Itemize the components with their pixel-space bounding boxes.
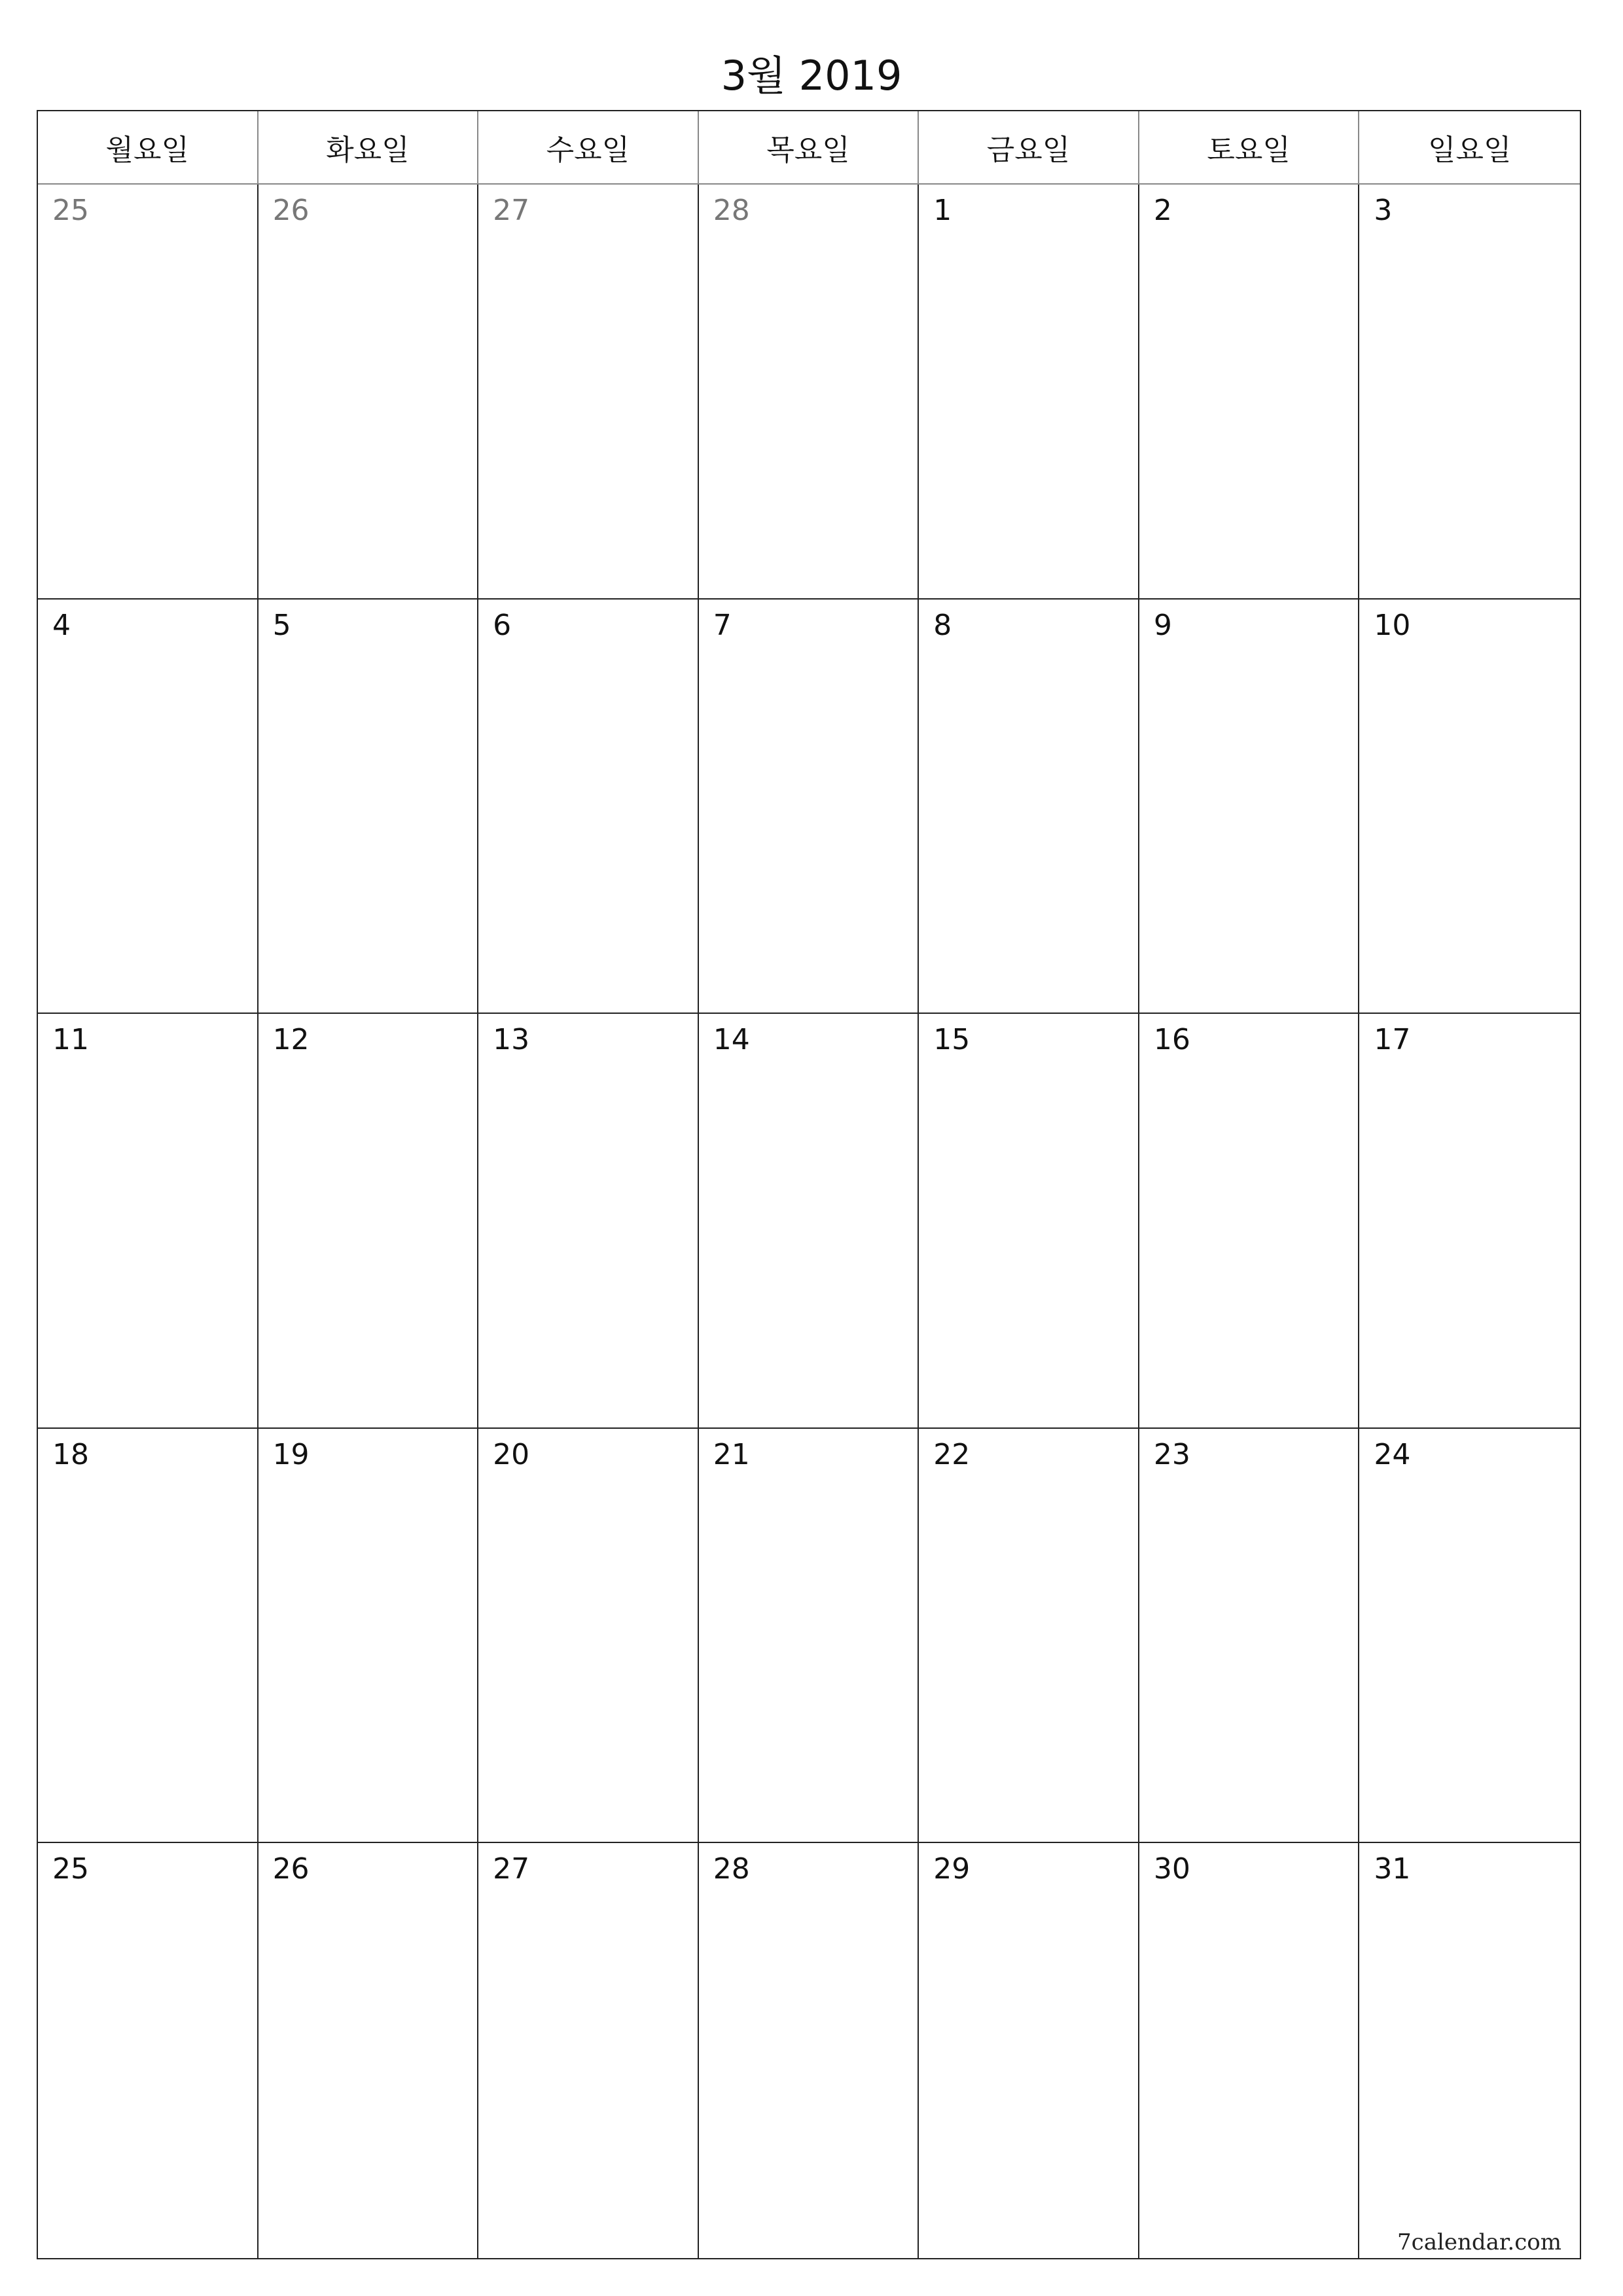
day-number: 17	[1374, 1023, 1411, 1057]
day-number: 18	[52, 1437, 89, 1471]
day-number: 21	[713, 1437, 750, 1471]
weekday-header-fri: 금요일	[919, 111, 1139, 185]
day-number: 5	[272, 608, 291, 642]
weekday-header-tue: 화요일	[259, 111, 479, 185]
day-number: 15	[933, 1023, 971, 1057]
day-cell	[38, 1843, 259, 2258]
day-cell	[259, 1014, 479, 1429]
day-cell	[1359, 1843, 1580, 2258]
day-number: 28	[713, 1852, 750, 1886]
day-number: 13	[493, 1023, 530, 1057]
day-number: 26	[272, 194, 310, 227]
day-cell	[1359, 1014, 1580, 1429]
day-cell	[38, 600, 259, 1014]
weekday-header-mon: 월요일	[38, 111, 259, 185]
day-cell	[1139, 1843, 1360, 2258]
day-cell	[259, 600, 479, 1014]
weekday-header-wed: 수요일	[478, 111, 699, 185]
weekday-header-thu: 목요일	[699, 111, 919, 185]
day-number: 11	[52, 1023, 89, 1057]
day-cell	[919, 1429, 1139, 1844]
day-cell	[1139, 185, 1360, 600]
day-number: 1	[933, 194, 952, 227]
day-number: 16	[1153, 1023, 1190, 1057]
day-number: 20	[493, 1437, 530, 1471]
day-cell	[1139, 1014, 1360, 1429]
day-number: 9	[1153, 608, 1172, 642]
day-cell	[699, 1014, 919, 1429]
day-cell	[478, 185, 699, 600]
day-cell	[699, 1843, 919, 2258]
weekday-header-sun: 일요일	[1359, 111, 1580, 185]
day-number: 23	[1153, 1437, 1190, 1471]
day-number: 26	[272, 1852, 310, 1886]
watermark-text: 7calendar.com	[1397, 2229, 1561, 2255]
day-number: 3	[1374, 194, 1393, 227]
day-number: 29	[933, 1852, 971, 1886]
day-number: 4	[52, 608, 71, 642]
calendar-title: 3월 2019	[721, 52, 902, 99]
day-cell	[919, 185, 1139, 600]
day-number: 27	[493, 194, 530, 227]
day-cell	[259, 185, 479, 600]
day-cell	[1359, 185, 1580, 600]
day-cell	[919, 600, 1139, 1014]
day-number: 25	[52, 194, 89, 227]
day-cell	[699, 1429, 919, 1844]
day-cell	[919, 1843, 1139, 2258]
day-number: 19	[272, 1437, 310, 1471]
day-cell	[1359, 600, 1580, 1014]
day-cell	[478, 1843, 699, 2258]
day-cell	[478, 1014, 699, 1429]
day-number: 27	[493, 1852, 530, 1886]
day-cell	[38, 1014, 259, 1429]
day-cell	[699, 600, 919, 1014]
day-number: 25	[52, 1852, 89, 1886]
day-cell	[259, 1843, 479, 2258]
day-cell	[1139, 1429, 1360, 1844]
day-cell	[1139, 600, 1360, 1014]
day-cell	[1359, 1429, 1580, 1844]
day-number: 2	[1153, 194, 1172, 227]
day-cell	[259, 1429, 479, 1844]
calendar-grid	[37, 110, 1581, 2259]
day-cell	[919, 1014, 1139, 1429]
day-number: 10	[1374, 608, 1411, 642]
day-number: 24	[1374, 1437, 1411, 1471]
day-number: 6	[493, 608, 512, 642]
day-cell	[478, 1429, 699, 1844]
day-cell	[478, 600, 699, 1014]
day-cell	[699, 185, 919, 600]
day-number: 7	[713, 608, 732, 642]
day-number: 12	[272, 1023, 310, 1057]
day-cell	[38, 185, 259, 600]
day-cell	[38, 1429, 259, 1844]
day-number: 8	[933, 608, 952, 642]
day-number: 14	[713, 1023, 750, 1057]
day-number: 22	[933, 1437, 971, 1471]
day-number: 28	[713, 194, 750, 227]
weekday-header-sat: 토요일	[1139, 111, 1360, 185]
day-number: 31	[1374, 1852, 1411, 1886]
day-number: 30	[1153, 1852, 1190, 1886]
